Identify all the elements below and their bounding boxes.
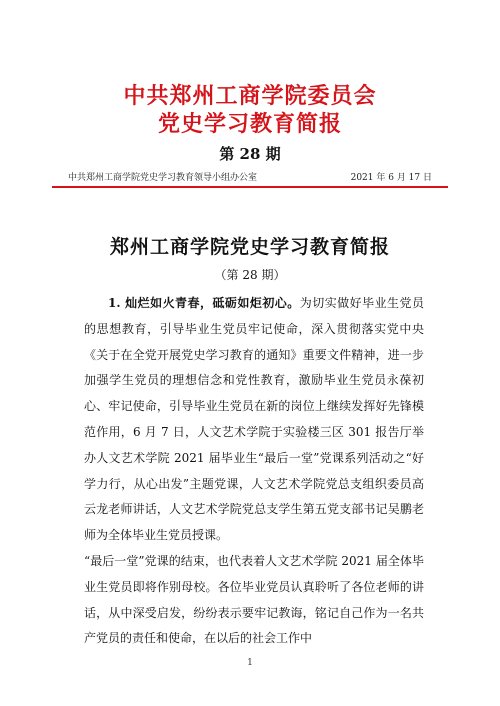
header-divider — [52, 186, 448, 188]
paragraph-1-text: 为切实做好毕业生党员的思想教育，引导毕业生党员牢记使命，深入贯彻落实党中央《关于在全党开展党史学习教育的通知》重要文件精神，进一步加强学生党员的理想信念和党性教育，激励毕业生党员永葆初心、牢记使命，引导毕业生党员在新的岗位上继续发挥好先锋模范作用，6 月 7 日，人文艺术学院于实验楼三区 301 报告厅举办人文艺术学院 2021 届毕业生“最后一堂”党课系列活动之“好学力行，从心出发”主题党课，人文艺术学院党总支组织委员高云龙老师讲话，人文艺术学院党总支学生第五党支部书记吴鹏老师为全体毕业生党员授课。 — [84, 296, 424, 543]
document-body — [84, 291, 424, 652]
paragraph-2: “最后一堂”党课的结束，也代表着人文艺术学院 2021 届全体毕业生党员即将作别母校。各位毕业党员认真聆听了各位老师的讲话，从中深受启发，纷纷表示要牢记教诲，铭记自己作为一名共产党员的责任和使命，在以后的社会工作中 — [84, 553, 424, 646]
document-title: 郑州工商学院党史学习教育简报 — [109, 236, 390, 258]
issue-date: 2021 年 6 月 17 日 — [350, 173, 432, 183]
document-subtitle: （第 28 期） — [214, 268, 286, 282]
page-number: 1 — [247, 658, 253, 668]
header-title-line1: 中共郑州工商学院委员会 — [123, 83, 377, 109]
header-title-line2: 党史学习教育简报 — [157, 111, 342, 137]
issuer-text: 中共郑州工商学院党史学习教育领导小组办公室 — [68, 173, 258, 183]
header-meta — [68, 170, 432, 183]
section-lead: 1. 灿烂如火青春，砥砺如炬初心。 — [108, 296, 300, 310]
paragraph-1 — [84, 291, 424, 549]
issue-number: 第 28 期 — [219, 145, 281, 163]
